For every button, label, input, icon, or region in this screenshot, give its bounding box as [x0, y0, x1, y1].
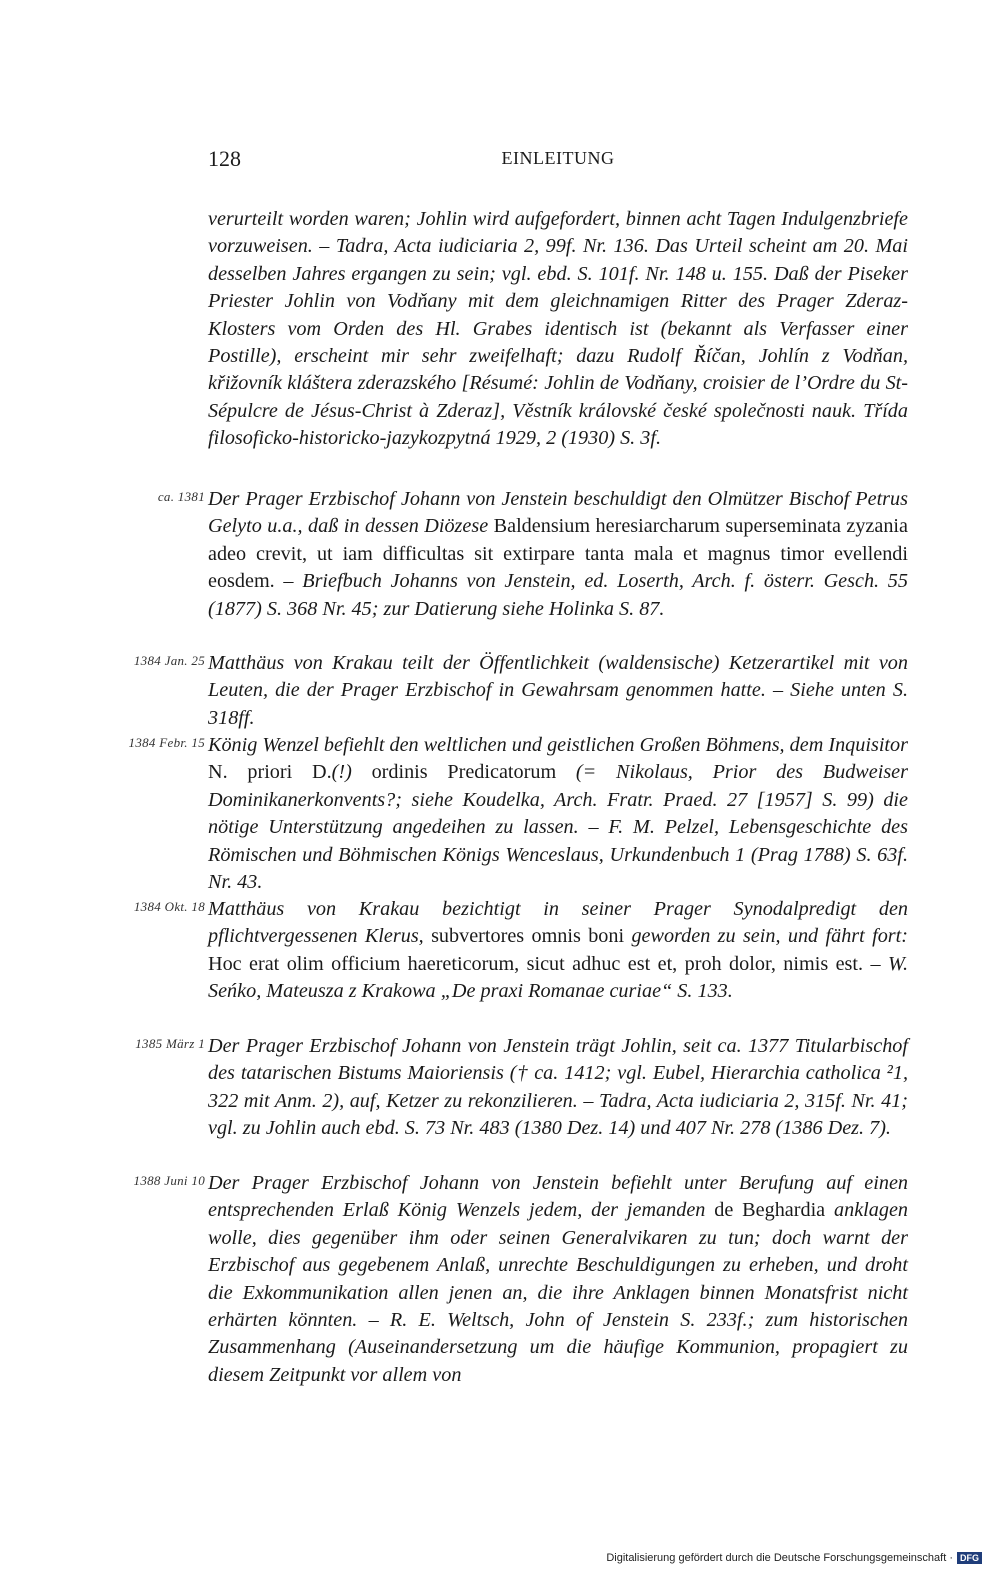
entry-date: 1384 Jan. 25 [133, 653, 205, 668]
digitization-note [606, 1552, 982, 1564]
entry-date: 1388 Juni 10 [133, 1173, 205, 1188]
text-segment: Der Prager Erzbischof Johann von Jenstein beschuldigt den Olmützer Bischof Petrus Gelyto u.a., daß in dessen Diözese [208, 488, 908, 538]
page-header [208, 146, 908, 176]
entry-text [208, 732, 908, 896]
text-segment: Baldensium heresiarcharum superseminata zyzania adeo crevit, ut iam difficultas sit extirpare tanta mala et magnus timor evellendi eosdem. [208, 515, 908, 593]
text-segment: Hoc erat olim officium haereticorum, sicut adhuc est et, proh dolor, nimis est. [208, 952, 864, 975]
entry-date: 1384 Febr. 15 [128, 735, 205, 750]
text-segment: verurteilt worden waren; Johlin wird aufgefordert, binnen acht Tagen Indulgenzbriefe vorzuweisen. – Tadra, Acta iudiciaria 2, 99f. Nr. 136. Das Urteil scheint am 20. Mai desselben Jahres ergangen zu sein; vgl. ebd. S. 101f. Nr. 148 u. 155. Daß der Piseker Priester Johlin von Vodňany mit dem gleichnamigen Ritter des Prager Zderaz-Klosters vom Orden des Hl. Grabes identisch ist (bekannt als Verfasser einer Postille), erscheint mir sehr zweifelhaft; dazu Rudolf Říčan, Johlín z Vodňan, křižovník kláštera zderazského [Résumé: Johlin de Vodňany, croisier de l’Ordre du St-Sépulcre de Jésus-Christ à Zderaz], Věstník královské české společnosti nauk. Třída filosoficko-historicko-jazykozpytná 1929, 2 (1930) S. 3f. [208, 208, 908, 450]
entry-text [208, 1033, 908, 1143]
text-segment: (= Nikolaus, Prior des Budweiser Dominikanerkonvents?; siehe Koudelka, Arch. Fratr. Praed. 27 [1957] S. 99) die nötige Unterstützung angedeihen zu lassen. – F. M. Pelzel, Lebensgeschichte des Römischen und Böhmischen Königs Wenceslaus, Urkundenbuch 1 (Prag 1788) S. 63f. Nr. 43. [208, 761, 908, 894]
entry-text [208, 206, 908, 453]
text-segment: N. priori D. [208, 761, 332, 784]
text-segment: ordinis Predicatorum [371, 761, 557, 784]
entry-text [208, 1170, 908, 1389]
text-segment: Matthäus von Krakau bezichtigt in seiner Prager Synodalpredigt den pflichtvergessenen Klerus, [208, 898, 908, 948]
entry-text [208, 486, 908, 623]
text-segment: König Wenzel befiehlt den weltlichen und geistlichen Großen Böhmens, dem Inquisitor [208, 734, 908, 756]
dfg-logo: DFG [957, 1552, 982, 1564]
text-segment: Matthäus von Krakau teilt der Öffentlichkeit (waldensische) Ketzerartikel mit von Leuten, die der Prager Erzbischof in Gewahrsam genommen hatte. – Siehe unten S. 318ff. [208, 652, 908, 729]
entry-text [208, 650, 908, 732]
text-segment: – Briefbuch Johanns von Jenstein, ed. Loserth, Arch. f. österr. Gesch. 55 (1877) S. 368 Nr. 45; zur Datierung siehe Holinka S. 87. [208, 570, 908, 620]
entry-text [208, 896, 908, 1006]
text-segment: geworden zu sein, und fährt fort: [624, 925, 908, 948]
entry-date: 1384 Okt. 18 [133, 899, 205, 914]
text-segment: (!) [331, 761, 372, 784]
text-segment: de Beghardia [714, 1199, 826, 1222]
page-number: 128 [208, 146, 241, 171]
text-segment: subvertores omnis boni [431, 925, 625, 948]
entry-date: ca. 1381 [157, 489, 205, 504]
text-segment: – W. Seńko, Mateusza z Krakowa „De praxi Romanae curiae“ S. 133. [208, 952, 908, 1003]
text-segment: Der Prager Erzbischof Johann von Jenstein befiehlt unter Berufung auf einen entsprechenden Erlaß König Wenzels jedem, der jemanden [208, 1172, 908, 1222]
text-segment: anklagen wolle, dies gegenüber ihm oder seinen Generalvikaren zu tun; doch warnt der Erzbischof aus gegebenem Anlaß, unrechte Beschuldigungen zu erheben, und droht die Exkommunikation allen jenen an, die ihre Anklagen binnen Monatsfrist nicht erhärten könnten. – R. E. Weltsch, John of Jenstein S. 233f.; zum historischen Zusammenhang (Auseinandersetzung um die häufige Kommunion, propagiert zu diesem Zeitpunkt vor allem von [208, 1199, 909, 1386]
entry-date: 1385 März 1 [135, 1036, 205, 1051]
digitization-note-text: Digitalisierung gefördert durch die Deutsche Forschungsgemeinschaft · [606, 1551, 953, 1564]
running-head: EINLEITUNG [501, 148, 615, 168]
text-segment: Der Prager Erzbischof Johann von Jenstein trägt Johlin, seit ca. 1377 Titularbischof des tatarischen Bistums Maioriensis († ca. 1412; vgl. Eubel, Hierarchia catholica ²1, 322 mit Anm. 2), auf, Ketzer zu rekonzilieren. – Tadra, Acta iudiciaria 2, 315f. Nr. 41; vgl. zu Johlin auch ebd. S. 73 Nr. 483 (1380 Dez. 14) und 407 Nr. 278 (1386 Dez. 7). [208, 1035, 908, 1140]
